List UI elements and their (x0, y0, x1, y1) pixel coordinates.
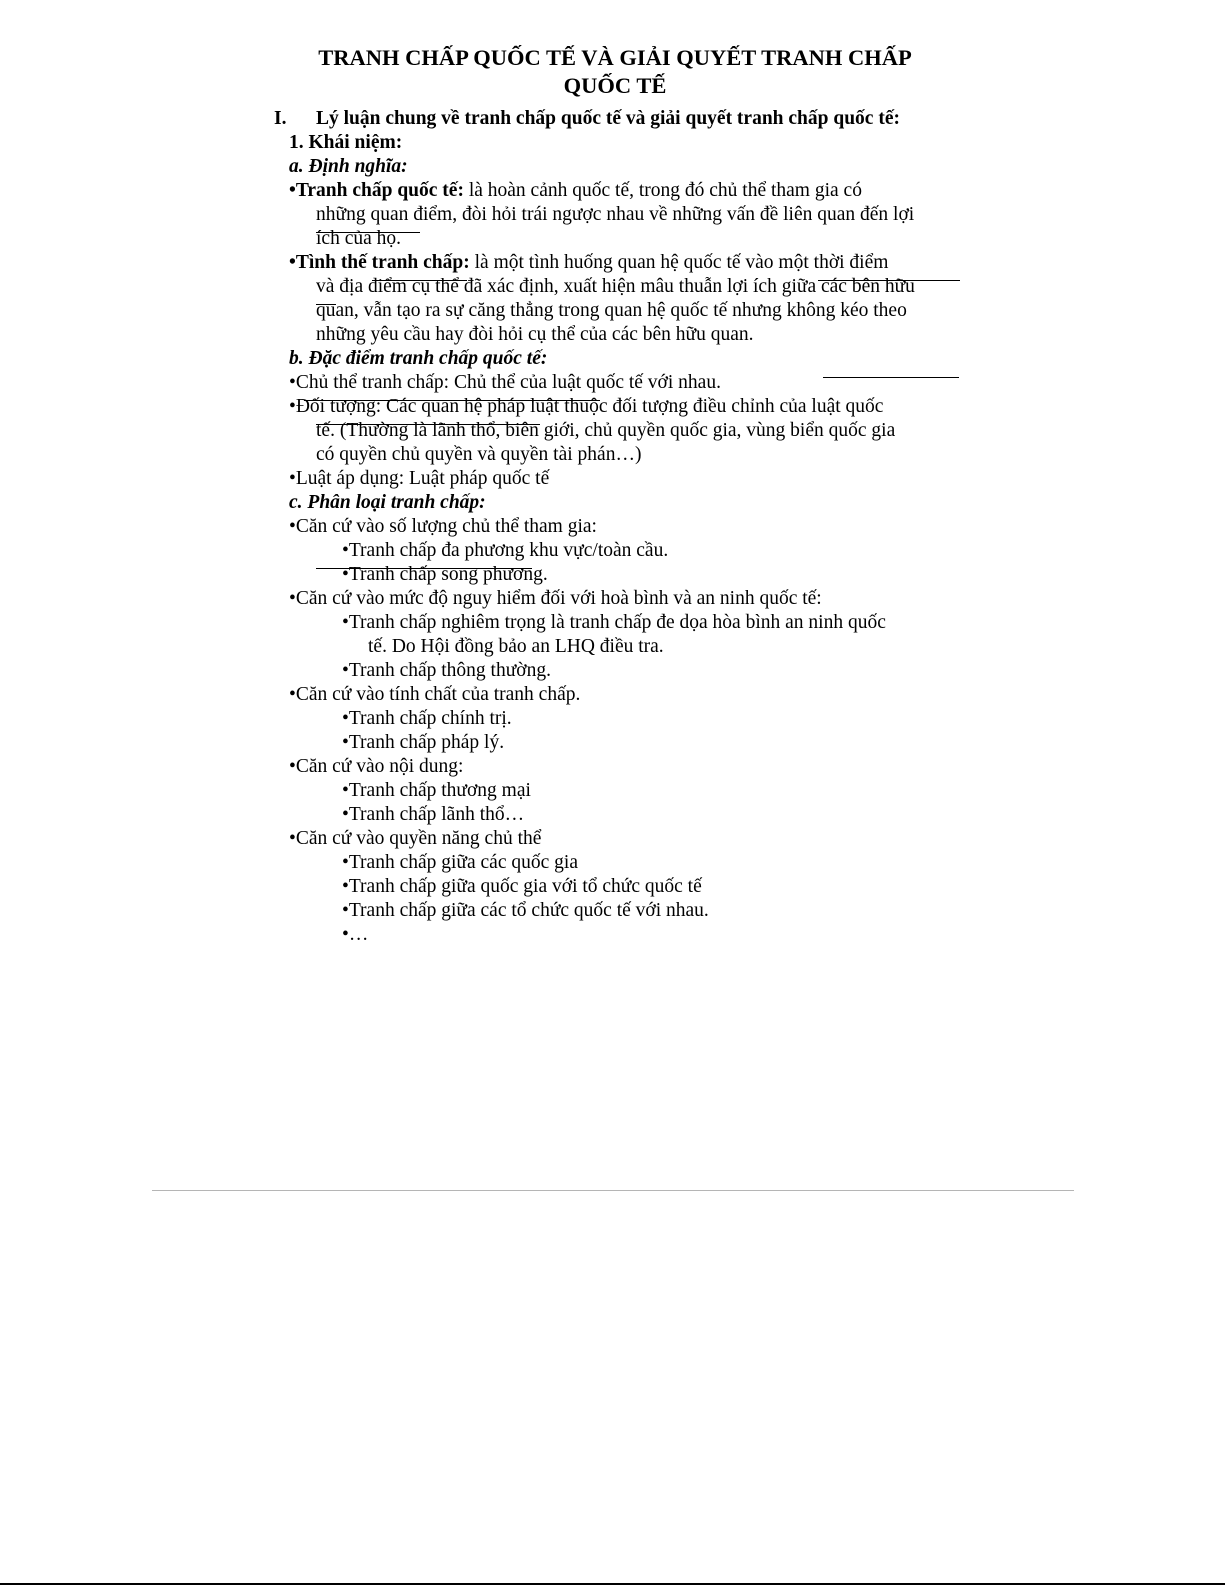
definition-2-line-4: những yêu cầu hay đòi hỏi cụ thể của các bên hữu quan. (316, 324, 754, 345)
overline-mark (823, 377, 959, 378)
classification-item: •Tranh chấp đa phương khu vực/toàn cầu. (342, 540, 669, 561)
classification-item: •Tranh chấp song phương. (342, 564, 548, 585)
classification-item: •Tranh chấp chính trị. (342, 708, 512, 729)
section-heading: Lý luận chung về tranh chấp quốc tế và giải quyết tranh chấp quốc tế: (316, 108, 900, 129)
definition-2-text: là một tình huống quan hệ quốc tế vào một thời điểm (469, 252, 889, 273)
overline-mark (316, 424, 540, 425)
part-c-heading: c. Phân loại tranh chấp: (289, 492, 486, 513)
part-b-heading: b. Đặc điểm tranh chấp quốc tế: (289, 348, 548, 369)
classification-by-number: •Căn cứ vào số lượng chủ thể tham gia: (289, 516, 597, 537)
part-a-heading: a. Định nghĩa: (289, 156, 408, 177)
definition-1-line-3: ích của họ. (316, 228, 402, 249)
overline-mark (818, 280, 960, 281)
subsection-heading: 1. Khái niệm: (289, 132, 403, 153)
classification-item-continuation: tế. Do Hội đồng bảo an LHQ điều tra. (368, 636, 664, 657)
definition-2-line-3: quan, vẫn tạo ra sự căng thẳng trong quan hệ quốc tế nhưng không kéo theo (316, 300, 907, 321)
classification-item: •… (342, 924, 369, 945)
feature-subject: •Chủ thể tranh chấp: Chủ thể của luật quốc tế với nhau. (289, 372, 721, 393)
definition-1-term: •Tranh chấp quốc tế: (289, 180, 464, 201)
section-numeral: I. (274, 108, 287, 129)
page-break-divider (152, 1190, 1074, 1191)
classification-item: •Tranh chấp giữa các quốc gia (342, 852, 578, 873)
definition-1-text: là hoàn cảnh quốc tế, trong đó chủ thể tham gia có (463, 180, 862, 201)
classification-item: •Tranh chấp thông thường. (342, 660, 551, 681)
definition-1 (289, 179, 862, 203)
classification-item: •Tranh chấp nghiêm trọng là tranh chấp đe dọa hòa bình an ninh quốc (342, 612, 886, 633)
definition-1-line-2: những quan điểm, đòi hỏi trái ngược nhau về những vấn đề liên quan đến lợi (316, 204, 915, 225)
feature-object-line-1: •Đối tượng: Các quan hệ pháp luật thuộc đối tượng điều chỉnh của luật quốc (289, 396, 884, 417)
classification-item: •Tranh chấp thương mại (342, 780, 531, 801)
definition-2 (289, 251, 888, 275)
definition-2-line-2: và địa điểm cụ thể đã xác định, xuất hiện mâu thuẫn lợi ích giữa các bên hữu (316, 276, 915, 297)
feature-object-line-3: có quyền chủ quyền và quyền tài phán…) (316, 444, 642, 465)
classification-item: •Tranh chấp pháp lý. (342, 732, 505, 753)
feature-object-line-2: tế. (Thường là lãnh thổ, biên giới, chủ quyền quốc gia, vùng biển quốc gia (316, 420, 896, 441)
document-title-line-1: TRANH CHẤP QUỐC TẾ VÀ GIẢI QUYẾT TRANH CHẤP (318, 45, 912, 70)
classification-by-danger: •Căn cứ vào mức độ nguy hiểm đối với hoà bình và an ninh quốc tế: (289, 588, 822, 609)
overline-mark (372, 280, 467, 281)
overline-mark (304, 400, 600, 401)
overline-mark (316, 304, 336, 305)
classification-item: •Tranh chấp lãnh thổ… (342, 804, 525, 825)
overline-mark (316, 568, 532, 569)
classification-item: •Tranh chấp giữa các tổ chức quốc tế với nhau. (342, 900, 709, 921)
overline-mark (316, 232, 420, 233)
document-title-line-2: QUỐC TẾ (563, 73, 667, 98)
classification-by-capacity: •Căn cứ vào quyền năng chủ thể (289, 828, 542, 849)
classification-item: •Tranh chấp giữa quốc gia với tổ chức quốc tế (342, 876, 702, 897)
feature-applicable-law: •Luật áp dụng: Luật pháp quốc tế (289, 468, 550, 489)
classification-by-content: •Căn cứ vào nội dung: (289, 756, 464, 777)
definition-2-term: •Tình thế tranh chấp: (289, 252, 470, 273)
classification-by-nature: •Căn cứ vào tính chất của tranh chấp. (289, 684, 581, 705)
